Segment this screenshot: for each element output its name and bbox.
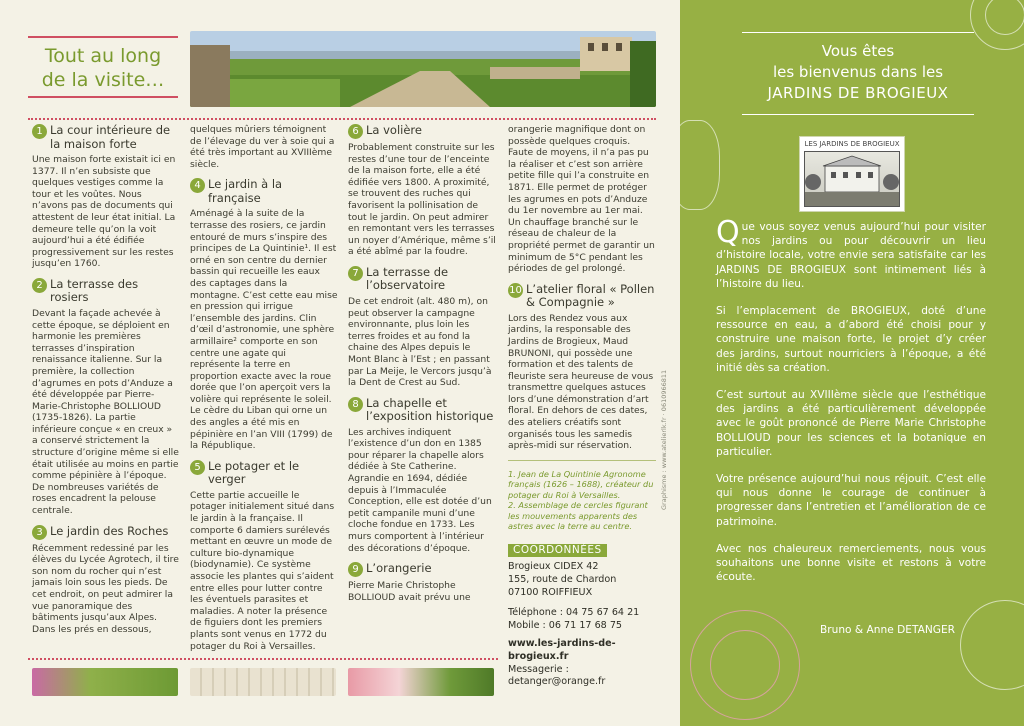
welcome-paragraph-1 [716, 215, 986, 291]
number-badge: 8 [348, 397, 363, 412]
contact-block [508, 561, 656, 688]
section-text: Pierre Marie Christophe BOLLIOUD avait prévu une [348, 580, 471, 603]
column-4 [508, 124, 656, 689]
section-text: Devant la façade achevée à cette époque, se déploient en harmonie les premières terrasses d’inspiration renaissance italienne. Sur la première, la collection d’agrumes en pots d’Anduze a été développée par Pierre-Marie-Christophe BOLLIOUD (1735-1826). La partie inférieure conçue « en creux » a conservé strictement la structure d’origine même si elle était utilisée au moins en partie comme pépinière à l’époque. De nombreuses variétés de roses encadrent la pelouse centrale. [32, 307, 179, 517]
flowers-photo [32, 668, 178, 696]
footnote-2: 2. Assemblage de cercles figurant les mouvements apparents des astres avec la terre au centre. [508, 500, 648, 532]
right-panel [680, 0, 1024, 726]
garden-panorama-photo [190, 31, 656, 107]
section-title: La volière [366, 123, 422, 137]
bottom-divider [28, 658, 498, 660]
welcome-title-line1: Vous êtes [821, 42, 895, 60]
section-title: L’atelier floral « Pollen & Compagnie » [526, 281, 655, 310]
dotted-divider [28, 118, 656, 120]
column-1 [32, 124, 180, 643]
section-9 [348, 562, 496, 603]
section-text: Récemment redessiné par les élèves du Lycée Agrotech, il tire son nom du rocher qui n’est jamais loin sous les pieds. De cet endroit, on peut admirer la vue panoramique des bâtiments jusqu’aux Alpes. Dans les prés en dessous, [32, 542, 179, 635]
welcome-title-line3: JARDINS DE BROGIEUX [767, 84, 949, 102]
vertical-credit: Graphisme : www.atelierlk.fr · 0610966811 [660, 369, 668, 510]
section-title: L’orangerie [366, 561, 432, 576]
flower-decoration [985, 0, 1024, 35]
section-1 [32, 124, 180, 270]
column-2 [190, 124, 338, 660]
contact-email[interactable]: Messagerie : detanger@orange.fr [508, 663, 606, 688]
roses-photo [348, 668, 494, 696]
section-4 [190, 178, 338, 451]
paragraph-text: ue vous soyez venus aujourd’hui pour visiter nos jardins ou pour découvrir un lieu d’histoire locale, votre envie sera satisfaite car les JARDINS DE BROGIEUX sont intimement liés à l’histoire du lieu. [716, 221, 986, 290]
number-badge: 10 [509, 284, 522, 296]
section-title: Le jardin des Roches [50, 523, 169, 538]
contact-website[interactable]: www.les-jardins-de-brogieux.fr [508, 638, 616, 662]
section-text: Aménagé à la suite de la terrasse des rosiers, ce jardin entouré de murs s’inspire des principes de La Quintinie¹. Il est orné en son centre du dernier bassin qui recueille les eaux des captages dans la montagne. C’est cette eau mise en pression qui irrigue l’ensemble des jardins. Clin d’œil d’astronomie, une sphère armillaire² comporte en son centre une agate qui représente la terre en proportion exacte avec la roue dorée que l’on aperçoit vers la volière qui représente le soleil. Le cèdre du Liban qui orne un des angles a été mis en pépinière en l’an VIII (1799) de la République. [190, 208, 338, 452]
drop-cap: Q [716, 215, 740, 250]
footnote-1: 1. Jean de La Quintinie Agronome français (1626 – 1688), créateur du potager du Roi à Versailles. [508, 468, 654, 500]
section-text: orangerie magnifique dont on possède quelques croquis. Faute de moyens, il n’a pas pu la réaliser et c’est son arrière petite fille qui l’a construite en 1871. Elle permet de protéger les agrumes en pots d’Anduze du 1er novembre au 1er mai. Un chauffage branché sur le réseau de chaleur de la propriété permet de garantir un minimum de 5°C pendant les périodes de gel prolongé. [508, 124, 655, 275]
contact-heading: COORDONNÉES [508, 544, 607, 558]
visit-title-line2: de la visite… [41, 69, 165, 91]
brogieux-logo [799, 136, 905, 212]
section-title: La terrasse de l’observatoire [366, 264, 449, 293]
contact-line: Brogieux CIDEX 42 [508, 561, 599, 573]
contact-line: 155, route de Chardon [508, 574, 617, 586]
column-3 [348, 124, 496, 611]
contact-phone: Téléphone : 04 75 67 64 21 [508, 607, 640, 619]
section-title: La terrasse des rosiers [50, 276, 139, 305]
visit-title [28, 36, 178, 98]
number-badge: 6 [348, 124, 363, 139]
welcome-paragraph-3: C’est surtout au XVIIIème siècle que l’esthétique des jardins a été particulièrement développée avec le goût prononcé de Pierre Marie Christophe BOLLIOUD pour les sciences et la botanique en particulier. [716, 389, 986, 458]
number-badge: 1 [32, 124, 47, 139]
number-badge: 2 [32, 278, 47, 293]
section-title: La chapelle et l’exposition historique [366, 395, 494, 424]
visit-title-line1: Tout au long [44, 45, 162, 67]
number-badge: 5 [190, 460, 205, 475]
logo-text: LES JARDINS DE BROGIEUX [804, 140, 900, 148]
welcome-paragraph-2: Si l’emplacement de BROGIEUX, doté d’une ressource en eau, a d’abord été choisi pour y construire une maison forte, le projet d’y créer des jardins, surtout nourriciers à l’époque, a été initié dès sa création. [716, 305, 986, 374]
section-3 [32, 525, 180, 636]
section-title: La cour intérieure de la maison forte [50, 123, 171, 151]
welcome-paragraph-4: Votre présence aujourd’hui nous réjouit. C’est elle qui nous donne le courage de continuer à progresser dans l’entretien et l’amélioration de ce patrimoine. [716, 473, 986, 528]
number-badge: 4 [190, 178, 205, 193]
signature: Bruno & Anne DETANGER [820, 624, 956, 636]
section-2 [32, 278, 180, 517]
welcome-title [742, 32, 974, 115]
section-title: Le jardin à la française [208, 177, 283, 205]
number-badge: 7 [348, 266, 363, 281]
logo-building-drawing [804, 151, 900, 207]
section-7 [348, 266, 496, 389]
contact-line: 07100 ROIFFIEUX [508, 586, 593, 598]
section-3-continued [190, 124, 338, 170]
flower-decoration [680, 120, 720, 210]
welcome-title-line2: les bienvenus dans les [772, 63, 944, 81]
section-text: quelques mûriers témoignent de l’élevage du ver à soie qui a été très important au XVIIIème siècle. [190, 124, 335, 170]
number-badge: 9 [348, 562, 363, 577]
section-text: Cette partie accueille le potager initialement situé dans le jardin à la française. Il comporte 6 damiers surélevés mettant en œuvre un mode de culture bio-dynamique (biodynamie). Ce système associe les plantes qui s’aident entre elles pour lutter contre les éventuels parasites et maladies. A noter la présence de figuiers dont les premiers plants sont venus en 1772 du potager du Roi à Versailles. [190, 489, 335, 652]
welcome-text [716, 215, 986, 597]
flower-decoration [960, 600, 1024, 690]
section-text: Une maison forte existait ici en 1377. Il n’en subsiste que quelques vestiges comme la tour et les voûtes. Nous n’avons pas de documents qui attestent de leur état initial. La demeure telle qu’on la voit aujourd’hui a été édifiée progressivement sur les restes jusqu’en 1760. [32, 154, 176, 270]
photo-strip [32, 668, 494, 696]
section-6 [348, 124, 496, 258]
contact-mobile: Mobile : 06 71 17 68 75 [508, 619, 623, 631]
archive-document-photo [190, 668, 336, 696]
section-9-continued [508, 124, 656, 275]
section-text: Lors des Rendez vous aux jardins, la responsable des Jardins de Brogieux, Maud BRUNONI, qui possède une formation et des talents de fleuriste sera heureuse de vous transmettre quelques astuces lors d’une démonstration d’art floral. En dehors de ces dates, des ateliers créatifs sont organisés tous les samedis après-midi sur réservation. [508, 312, 654, 452]
section-text: De cet endroit (alt. 480 m), on peut observer la campagne environnante, plus loin les terres froides et au fond la chaine des Alpes depuis le Mont Blanc à l’Est ; en passant par La Meije, le Vercors jusqu’à la Dent de Crest au Sud. [348, 295, 492, 389]
section-8 [348, 397, 496, 555]
section-10 [508, 283, 656, 452]
pink-flower-decoration [710, 630, 780, 700]
footnotes [508, 460, 656, 532]
welcome-paragraph-5: Avec nos chaleureux remerciements, nous vous souhaitons une bonne visite et restons à votre écoute. [716, 542, 986, 584]
section-title: Le potager et le verger [208, 458, 300, 487]
section-text: Les archives indiquent l’existence d’un don en 1385 pour réparer la chapelle alors dédiée à Ste Catherine. Agrandie en 1694, dédiée depuis à l’Immaculée Conception, elle est dotée d’un petit campanile muni d’une cloche fondue en 1733. Les murs comportent à l’intérieur des décorations d’époque. [348, 426, 492, 554]
section-text: Probablement construite sur les restes d’une tour de l’enceinte de la maison forte, elle a été édifiée vers 1800. A proximité, se trouvent des ruches qui favorisent la pollinisation de tout le jardin. On peut admirer en remontant vers les terrasses un noyer d’Amérique, même s’il a été abîmé par la foudre. [348, 142, 496, 258]
section-5 [190, 460, 338, 652]
number-badge: 3 [32, 525, 47, 540]
